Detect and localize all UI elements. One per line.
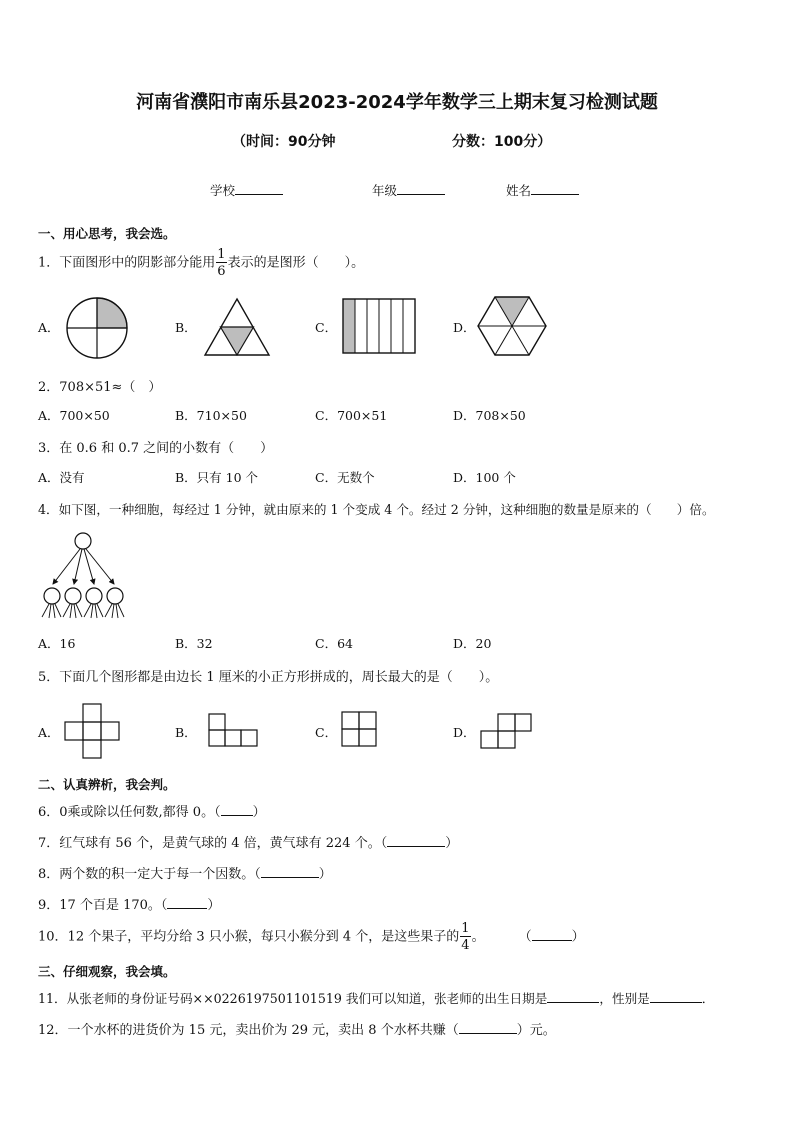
q2-option-a[interactable]: A．700×50 bbox=[38, 408, 110, 423]
question-4: 4．如下图，一种细胞，每经过 1 分钟，就由原来的 1 个变成 4 个。经过 2 分钟，这种细胞的数量是原来的（ ）倍。 bbox=[38, 502, 715, 517]
question-11: 11．从张老师的身份证号码××0226197501101519 我们可以知道，张老师的出生日期是 ，性别是 ． bbox=[38, 991, 715, 1006]
section-1-heading: 一、用心思考，我会选。 bbox=[38, 226, 176, 241]
section-3-heading: 三、仔细观察，我会填。 bbox=[38, 964, 176, 979]
exam-time: （时间：90分钟 bbox=[232, 134, 336, 150]
question-2: 2．708×51≈（ ） bbox=[38, 380, 162, 395]
grade-blank[interactable] bbox=[397, 182, 445, 195]
grade-field bbox=[372, 181, 445, 199]
q4-option-d[interactable]: D．20 bbox=[453, 636, 492, 651]
q3-option-c[interactable]: C．无数个 bbox=[315, 470, 375, 485]
q1-option-c[interactable]: C． bbox=[315, 320, 338, 335]
section-2-heading: 二、认真辨析，我会判。 bbox=[38, 777, 176, 792]
question-8: 8．两个数的积一定大于每一个因数。（ ） bbox=[38, 867, 332, 882]
question-7: 7．红气球有 56 个，是黄气球的 4 倍，黄气球有 224 个。（ ） bbox=[38, 836, 459, 851]
q3-option-b[interactable]: B．只有 10 个 bbox=[175, 470, 259, 485]
school-blank[interactable] bbox=[235, 182, 283, 195]
question-9: 9．17 个百是 170。（ ） bbox=[38, 898, 221, 913]
q8-answer-blank[interactable] bbox=[261, 865, 319, 878]
name-label: 姓名 bbox=[506, 183, 532, 198]
q1-circle-figure bbox=[65, 296, 129, 360]
q1-option-d[interactable]: D． bbox=[453, 320, 476, 335]
q3-option-d[interactable]: D．100 个 bbox=[453, 470, 516, 485]
grade-label: 年级 bbox=[372, 183, 398, 198]
q10-answer-blank[interactable] bbox=[532, 928, 572, 941]
q5-step-figure bbox=[480, 713, 532, 749]
q5-option-b[interactable]: B． bbox=[175, 725, 197, 740]
q1-option-a[interactable]: A． bbox=[38, 320, 60, 335]
q5-option-c[interactable]: C． bbox=[315, 725, 338, 740]
q1-strips-figure bbox=[342, 298, 416, 354]
name-blank[interactable] bbox=[531, 182, 579, 195]
q4-option-c[interactable]: C．64 bbox=[315, 636, 353, 651]
q1-option-b[interactable]: B． bbox=[175, 320, 197, 335]
q5-square-figure bbox=[341, 711, 377, 747]
question-5: 5．下面几个图形都是由边长 1 厘米的小正方形拼成的，周长最大的是（ ）。 bbox=[38, 670, 499, 685]
q6-answer-blank[interactable] bbox=[221, 803, 253, 816]
question-1 bbox=[38, 248, 364, 278]
school-field bbox=[210, 181, 283, 199]
q2-option-b[interactable]: B．710×50 bbox=[175, 408, 247, 423]
q1-fraction: $\frac{1}{6}$ bbox=[217, 247, 226, 279]
q5-option-a[interactable]: A． bbox=[38, 725, 60, 740]
q12-answer-blank[interactable] bbox=[459, 1021, 517, 1034]
name-field bbox=[506, 181, 579, 199]
q11-gender-blank[interactable] bbox=[650, 990, 702, 1003]
q1-triangle-figure bbox=[204, 298, 270, 358]
school-label: 学校 bbox=[210, 183, 236, 198]
q4-cell-tree-figure bbox=[38, 530, 134, 622]
question-3: 3．在 0.6 和 0.7 之间的小数有（ ） bbox=[38, 441, 274, 456]
q1-text-a: 1．下面图形中的阴影部分能用 bbox=[38, 255, 216, 271]
exam-score: 分数：100分） bbox=[452, 134, 552, 150]
q5-option-d[interactable]: D． bbox=[453, 725, 476, 740]
q5-l-shape-figure bbox=[208, 713, 258, 747]
q9-answer-blank[interactable] bbox=[167, 896, 207, 909]
q5-cross-figure bbox=[64, 703, 120, 759]
question-10: 10．12 个果子，平均分给 3 只小猴，每只小猴分到 4 个，是这些果子的 $\frac{1}{4}$ 。 （ ） bbox=[38, 921, 585, 953]
q2-option-d[interactable]: D．708×50 bbox=[453, 408, 526, 423]
q4-option-a[interactable]: A．16 bbox=[38, 636, 76, 651]
q4-option-b[interactable]: B．32 bbox=[175, 636, 213, 651]
q7-answer-blank[interactable] bbox=[387, 834, 445, 847]
q1-hexagon-figure bbox=[477, 296, 547, 358]
q11-birthdate-blank[interactable] bbox=[547, 990, 599, 1003]
q3-option-a[interactable]: A．没有 bbox=[38, 470, 85, 485]
question-12: 12．一个水杯的进货价为 15 元，卖出价为 29 元，卖出 8 个水杯共赚（ ）元。 bbox=[38, 1023, 556, 1038]
q1-text-b: 表示的是图形（ ）。 bbox=[227, 255, 365, 271]
page-title: 河南省濮阳市南乐县2023-2024学年数学三上期末复习检测试题 bbox=[136, 92, 658, 113]
q10-fraction: $\frac{1}{4}$ bbox=[461, 921, 470, 953]
q2-option-c[interactable]: C．700×51 bbox=[315, 408, 388, 423]
question-6: 6．0乘或除以任何数,都得 0。（ ） bbox=[38, 805, 266, 820]
